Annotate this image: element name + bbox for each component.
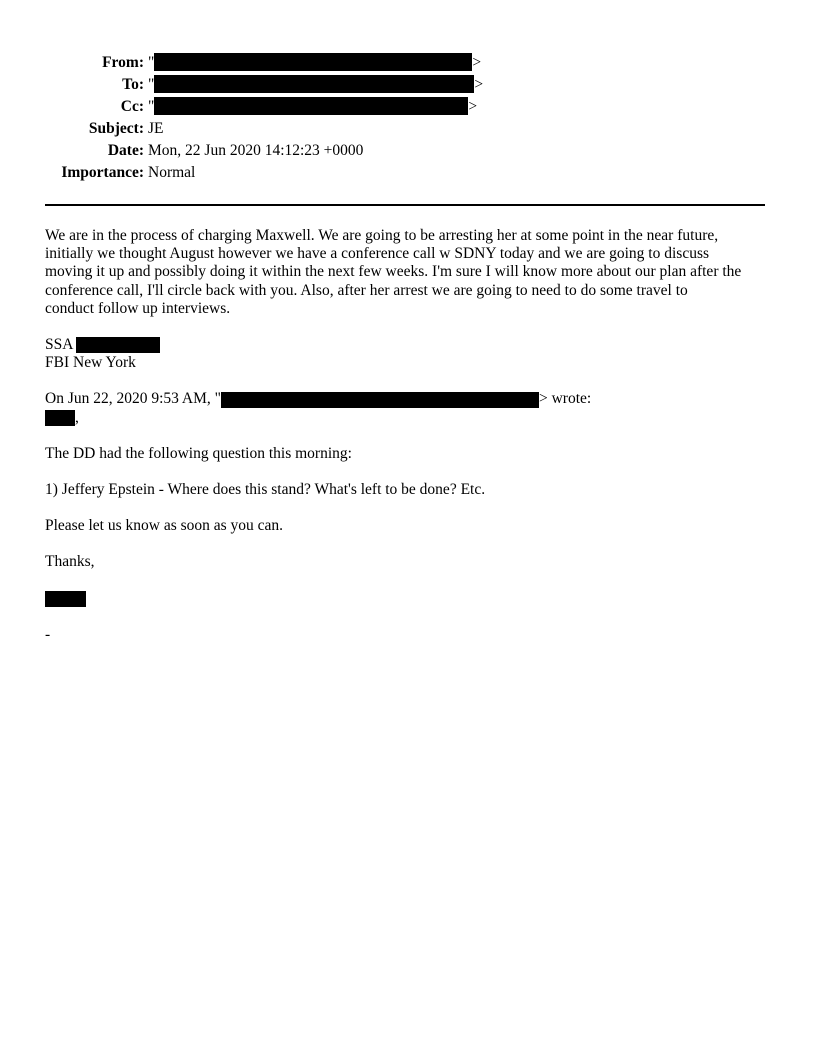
redaction-box	[45, 410, 75, 426]
importance-value: Normal	[148, 164, 196, 181]
quoted-line: 1) Jeffery Epstein - Where does this stand? What's left to be done? Etc.	[45, 480, 486, 498]
spacer	[45, 608, 775, 626]
subject-value: JE	[148, 120, 164, 137]
redaction-box	[154, 53, 472, 71]
header-divider	[45, 204, 765, 206]
message-body	[45, 227, 775, 644]
to-row	[40, 74, 483, 96]
to-prefix: "	[148, 76, 155, 93]
cc-value	[148, 96, 477, 118]
quoted-intro-suffix: > wrote:	[538, 390, 592, 408]
spacer	[45, 535, 775, 553]
cc-prefix: "	[148, 98, 155, 115]
cc-label: Cc:	[120, 98, 144, 115]
signature-title: SSA	[45, 336, 74, 354]
spacer	[45, 572, 775, 590]
quoted-trailer: -	[45, 625, 51, 643]
spacer	[45, 499, 775, 517]
subject-label: Subject:	[88, 120, 144, 137]
redaction-box	[154, 75, 474, 93]
from-value	[148, 52, 481, 74]
date-row	[40, 140, 483, 162]
from-prefix: "	[148, 54, 155, 71]
date-value: Mon, 22 Jun 2020 14:12:23 +0000	[148, 142, 364, 159]
redaction-box	[76, 337, 160, 353]
importance-label: Importance:	[61, 164, 144, 181]
to-suffix: >	[474, 76, 484, 93]
to-label: To:	[122, 76, 144, 93]
spacer	[45, 372, 775, 390]
subject-row	[40, 118, 483, 140]
redaction-box	[221, 392, 539, 408]
body-line: moving it up and possibly doing it within the next few weeks. I'm sure I will know more about our plan after the	[45, 263, 742, 281]
from-row	[40, 52, 483, 74]
cc-suffix: >	[468, 98, 478, 115]
to-value	[148, 74, 483, 96]
redaction-box	[154, 97, 468, 115]
spacer	[45, 427, 775, 445]
quoted-signature	[45, 590, 775, 608]
body-line: conference call, I'll circle back with you. Also, after her arrest we are going to need to do some travel to	[45, 281, 688, 299]
from-suffix: >	[472, 54, 482, 71]
quoted-intro	[45, 390, 775, 408]
quoted-line: The DD had the following question this morning:	[45, 444, 352, 462]
quoted-greeting	[45, 409, 775, 427]
importance-row	[40, 162, 483, 184]
body-line: We are in the process of charging Maxwell. We are going to be arresting her at some point in the near future,	[45, 227, 719, 244]
date-label: Date:	[107, 142, 144, 159]
body-line: conduct follow up interviews.	[45, 299, 231, 317]
quoted-line: Please let us know as soon as you can.	[45, 517, 284, 535]
quoted-greeting-suffix: ,	[75, 408, 79, 426]
quoted-closing: Thanks,	[45, 553, 95, 571]
email-header	[40, 52, 483, 184]
quoted-intro-prefix: On Jun 22, 2020 9:53 AM, "	[45, 390, 221, 408]
cc-row	[40, 96, 483, 118]
spacer	[45, 463, 775, 481]
redaction-box	[45, 591, 86, 607]
signature-title-line	[45, 336, 775, 354]
spacer	[45, 318, 775, 336]
from-label: From:	[102, 54, 144, 71]
signature-office: FBI New York	[45, 354, 136, 372]
body-line: initially we thought August however we have a conference call w SDNY today and we are going to discuss	[45, 245, 710, 263]
